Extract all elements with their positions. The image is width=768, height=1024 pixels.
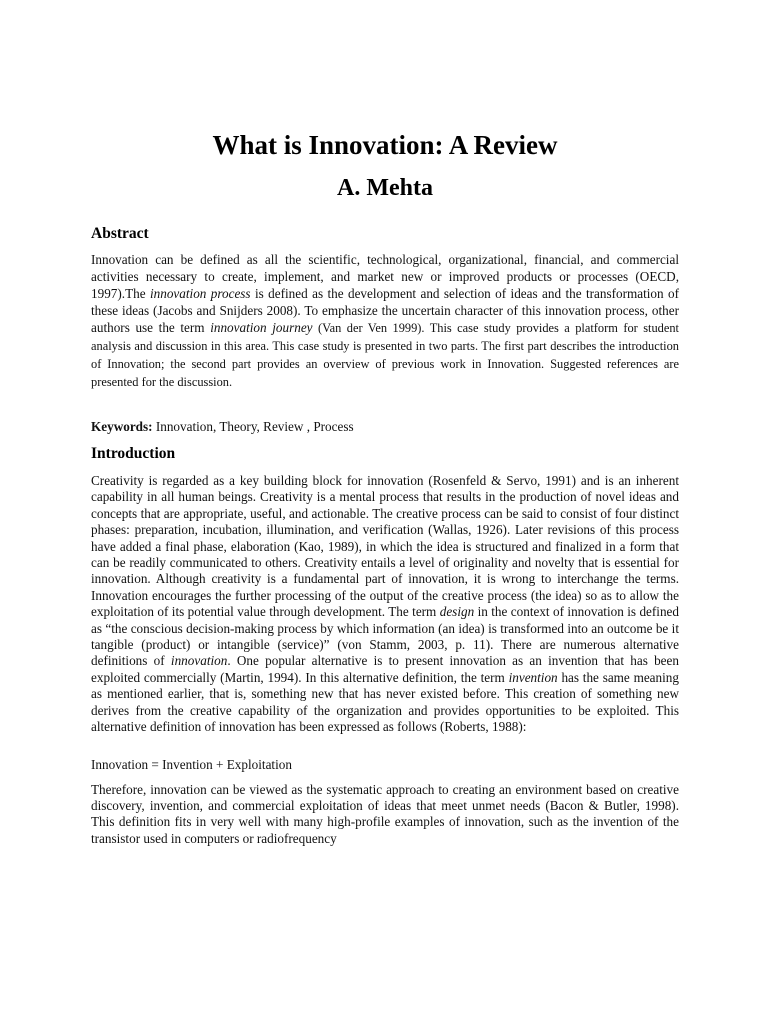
intro-text-a: Creativity is regarded as a key building block for innovation (Rosenfeld & Servo, 1991) and is an inherent capability in all human beings. Creativity is a mental process that results in the production of novel ideas and concepts that are appropriate, useful, and actionable. The creative process can be said to consist of four distinct phases: preparation, incubation, illumination, and verification (Wallas, 1926). Later revisions of this process have added a final phase, elaboration (Kao, 1989), in which the idea is structured and finalized in a form that can be readily communicated to others. Creativity entails a level of originality and novelty that is essential for innovation. Although creativity is a fundamental part of innovation, it is wrong to interchange the terms. Innovation encourages the further processing of the output of the creative process (the idea) so as to allow the exploitation of its potential value through development. The term — [91, 473, 679, 620]
paper-author: A. Mehta — [337, 175, 433, 201]
keywords-line — [91, 418, 679, 436]
abstract-term-innovation-process: innovation process — [149, 286, 251, 301]
introduction-paragraph-1 — [91, 473, 679, 736]
abstract-text-2: is defined as the development and selection of ideas and the transformation of these ideas (Jacobs and Snijders 2008). To emphasize the uncertain character of this innovation process, other authors use the term — [91, 286, 679, 335]
introduction-heading: Introduction — [91, 445, 176, 462]
abstract-heading: Abstract — [91, 225, 149, 242]
innovation-equation: Innovation = Invention + Exploitation — [91, 756, 292, 772]
intro-term-innovation: innovation — [170, 653, 228, 669]
abstract-text — [91, 251, 679, 391]
intro-term-invention: invention — [508, 669, 558, 685]
intro-text-b: in the context of innovation is defined as “the conscious decision-making process by which information (an idea) is transformed into an outcome be it tangible (product) or intangible (service)” (von Stamm, 2003, p. 11). There are numerous alternative definitions of — [91, 604, 679, 669]
keywords-text: Innovation, Theory, Review , Process — [152, 419, 354, 434]
abstract-text-1: Innovation can be defined as all the scientific, technological, organizational, financial, and commercial activities necessary to create, implement, and market new or improved products or processes (OECD, 1997).The — [91, 252, 679, 301]
abstract-text-3: (Van der Ven 1999). This case study provides a platform for student analysis and discussion in this area. This case study is presented in two parts. The first part describes the introduction of Innovation; the second part provides an overview of previous work in Innovation. Suggested references are presented for the discussion. — [91, 321, 679, 389]
intro-text-c: . One popular alternative is to present innovation as an invention that has been exploited commercially (Martin, 1994). In this alternative definition, the term — [91, 653, 679, 685]
paper-content — [91, 128, 679, 847]
paper-title: What is Innovation: A Review — [212, 130, 558, 160]
abstract-term-innovation-journey: innovation journey — [210, 320, 313, 335]
intro-text-d: has the same meaning as mentioned earlier, that is, something new that has never existed before. This creation of something new derives from the creative capability of the organization and provides opportunities to be exploited. This alternative definition of innovation has been expressed as follows (Roberts, 1988): — [91, 669, 679, 735]
intro-term-design: design — [439, 604, 475, 620]
keywords-label: Keywords: — [91, 419, 153, 434]
introduction-paragraph-2: Therefore, innovation can be viewed as the systematic approach to creating an environment based on creative discovery, invention, and commercial exploitation of ideas that meet unmet needs (Bacon & Butler, 1998). This definition fits in very well with many high-profile examples of innovation, such as the invention of the transistor used in computers or radiofrequency — [91, 781, 679, 846]
